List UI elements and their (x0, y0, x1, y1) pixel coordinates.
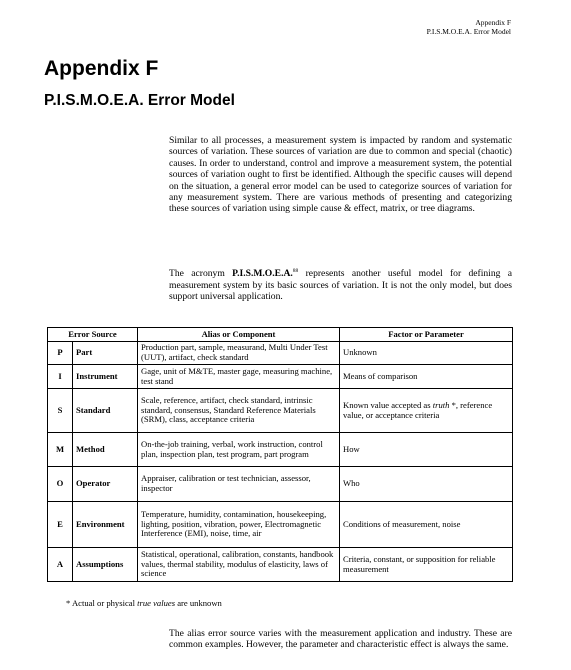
row-alias: Temperature, humidity, contamination, housekeeping, lighting, position, vibration, power, Electromagnetic Interference (EMI), noise, time, air (138, 502, 340, 548)
running-head-line2: P.I.S.M.O.E.A. Error Model (426, 27, 511, 36)
table-row (48, 548, 513, 582)
row-letter: I (48, 365, 73, 389)
footnote-text-after: are unknown (175, 598, 222, 608)
page-title: Appendix F (44, 57, 159, 80)
row-factor: Unknown (340, 342, 513, 365)
row-alias: Scale, reference, artifact, check standard, intrinsic standard, consensus, Standard Reference Materials (SRM), class, acceptance criteria (138, 389, 340, 433)
table-row (48, 433, 513, 467)
footnote-italic: true values (137, 598, 176, 608)
row-alias: Statistical, operational, calibration, constants, handbook values, thermal stability, modulus of elasticity, laws of science (138, 548, 340, 582)
closing-paragraph: The alias error source varies with the measurement application and industry. These are common examples. However, the parameter and characteristic effect is always the same. (169, 628, 512, 651)
row-source: Assumptions (73, 548, 138, 582)
row-factor: Criteria, constant, or supposition for reliable measurement (340, 548, 513, 582)
factor-italic: truth (432, 399, 450, 410)
table-row (48, 467, 513, 502)
table-header-row (48, 328, 513, 342)
row-letter: E (48, 502, 73, 548)
row-alias: Appraiser, calibration or test technician, assessor, inspector (138, 467, 340, 502)
header-alias: Alias or Component (138, 328, 340, 342)
row-factor: Means of comparison (340, 365, 513, 389)
row-factor (340, 389, 513, 433)
factor-text-after: *, reference value, or acceptance criteria (343, 399, 493, 420)
header-error-source: Error Source (48, 328, 138, 342)
row-letter: P (48, 342, 73, 365)
row-letter: M (48, 433, 73, 467)
row-source: Environment (73, 502, 138, 548)
row-source: Instrument (73, 365, 138, 389)
acronym: P.I.S.M.O.E.A. (232, 268, 293, 280)
factor-text-before: Known value accepted as (343, 399, 433, 410)
row-alias: Gage, unit of M&TE, master gage, measuring machine, test stand (138, 365, 340, 389)
acronym-text-after: represents another useful model for defining a measurement system by its basic sources of variation. It is not the only model, but does support universal application. (169, 268, 512, 302)
row-factor: Conditions of measurement, noise (340, 502, 513, 548)
row-alias: On-the-job training, verbal, work instruction, control plan, inspection plan, test program, part program (138, 433, 340, 467)
table-row (48, 389, 513, 433)
acronym-text-before: The acronym (169, 268, 233, 280)
header-factor: Factor or Parameter (340, 328, 513, 342)
table-row (48, 365, 513, 389)
row-factor: How (340, 433, 513, 467)
row-letter: O (48, 467, 73, 502)
row-factor: Who (340, 467, 513, 502)
row-letter: A (48, 548, 73, 582)
error-model-table (47, 327, 513, 582)
row-letter: S (48, 389, 73, 433)
row-alias: Production part, sample, measurand, Multi Under Test (UUT), artifact, check standard (138, 342, 340, 365)
row-source: Operator (73, 467, 138, 502)
page-subtitle: P.I.S.M.O.E.A. Error Model (44, 92, 235, 109)
running-head (427, 18, 511, 36)
acronym-paragraph (169, 266, 512, 302)
table-row (48, 342, 513, 365)
row-source: Standard (73, 389, 138, 433)
row-source: Method (73, 433, 138, 467)
intro-paragraph: Similar to all processes, a measurement system is impacted by random and systematic sources of variation. These sources of variation are due to common and special (chaotic) causes. In order to understand, control and improve a measurement system, the potential sources of variation ought to first be identified. Although the specific causes will depend on the situation, a general error model can be used to categorize sources of variation for any measurement system. There are various methods of presenting and categorizing these sources of variation using simple cause & effect, matrix, or tree diagrams. (169, 135, 512, 215)
footnote-ref: 88 (292, 268, 299, 274)
running-head-line1: Appendix F (475, 18, 511, 27)
row-source: Part (73, 342, 138, 365)
footnote-text-before: * Actual or physical (66, 598, 138, 608)
table-footnote (66, 598, 222, 608)
table-row (48, 502, 513, 548)
